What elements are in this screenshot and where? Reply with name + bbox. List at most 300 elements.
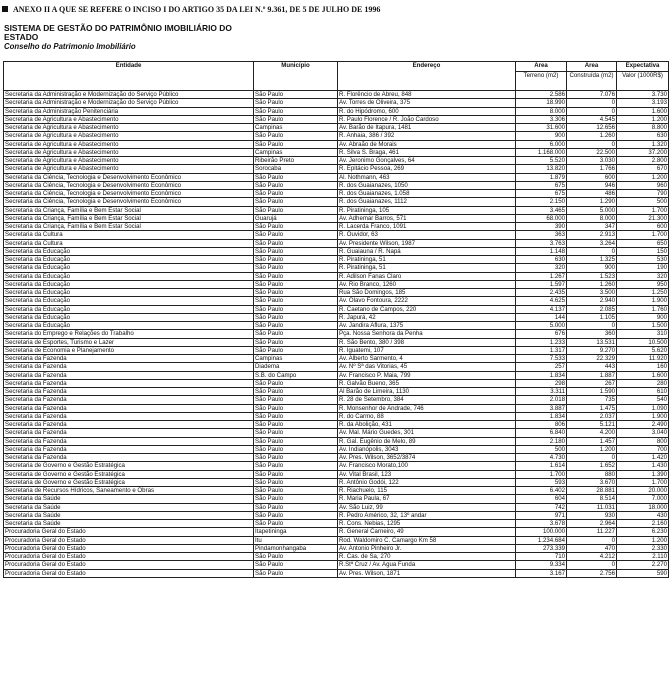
cell-area-construida: 7.076 <box>567 91 617 99</box>
table-row <box>4 346 669 354</box>
col-subheader-terreno: Terreno (m2) <box>516 72 567 91</box>
cell-endereco: Av. Olavo Fontoura, 2222 <box>338 297 516 305</box>
cell-endereco: R. Piratininga, 51 <box>338 264 516 272</box>
cell-entidade: Secretaria da Administração Penitenciária <box>4 107 254 115</box>
table-row <box>4 536 669 544</box>
cell-area-terreno: 1.700 <box>516 470 567 478</box>
table-row <box>4 140 669 148</box>
cell-endereco: Av. Torres de Oliveira, 375 <box>338 99 516 107</box>
bullet-square-icon <box>2 6 8 12</box>
cell-endereco: Av. Alberto Sarmento, 4 <box>338 355 516 363</box>
cell-area-construida: 0 <box>567 140 617 148</box>
cell-entidade: Secretaria da Fazenda <box>4 396 254 404</box>
cell-endereco: Rua São Domingos, 185 <box>338 289 516 297</box>
cell-municipio: São Paulo <box>254 256 338 264</box>
cell-endereco: Av. Presidente Wilson, 1987 <box>338 239 516 247</box>
cell-valor: 18.000 <box>617 503 669 511</box>
cell-area-construida: 1.260 <box>567 132 617 140</box>
cell-entidade: Procuradoria Geral do Estado <box>4 528 254 536</box>
cell-municipio: São Paulo <box>254 231 338 239</box>
cell-entidade: Secretaria da Educação <box>4 256 254 264</box>
cell-endereco: R. Florêncio de Abreu, 848 <box>338 91 516 99</box>
cell-endereco: R. Piratininga, 105 <box>338 206 516 214</box>
cell-endereco: Av. Francisco Morato,100 <box>338 462 516 470</box>
cell-entidade: Secretaria da Educação <box>4 305 254 313</box>
cell-valor: 20.000 <box>617 487 669 495</box>
cell-endereco: R. Gal. Eugênio de Melo, 89 <box>338 437 516 445</box>
table-row <box>4 99 669 107</box>
cell-entidade: Secretaria da Saúde <box>4 520 254 528</box>
cell-area-terreno: 7.533 <box>516 355 567 363</box>
council-subtitle: Conselho do Patrimonio Imobiliário <box>4 42 136 51</box>
table-row <box>4 437 669 445</box>
cell-valor: 700 <box>617 445 669 453</box>
cell-area-construida: 13.531 <box>567 338 617 346</box>
cell-valor: 530 <box>617 256 669 264</box>
cell-municipio: São Paulo <box>254 289 338 297</box>
cell-entidade: Secretaria de Recursos Hídricos, Saneamento e Obras <box>4 487 254 495</box>
cell-endereco: R. Epitácio Pessoa, 269 <box>338 165 516 173</box>
cell-municipio: São Paulo <box>254 388 338 396</box>
table-row <box>4 429 669 437</box>
cell-municipio: São Paulo <box>254 132 338 140</box>
cell-municipio: São Paulo <box>254 223 338 231</box>
cell-area-terreno: 9.334 <box>516 561 567 569</box>
cell-area-terreno: 298 <box>516 379 567 387</box>
cell-endereco: R. Cons. Nebias, 1295 <box>338 520 516 528</box>
cell-entidade: Secretaria da Educação <box>4 322 254 330</box>
cell-area-terreno: 3.311 <box>516 388 567 396</box>
cell-area-terreno: 6.402 <box>516 487 567 495</box>
cell-area-terreno: 3.306 <box>516 115 567 123</box>
cell-area-construida: 2.913 <box>567 231 617 239</box>
table-row <box>4 553 669 561</box>
cell-entidade: Secretaria de Governo e Gestão Estratégica <box>4 470 254 478</box>
cell-area-construida: 1.325 <box>567 256 617 264</box>
cell-area-construida: 9.270 <box>567 346 617 354</box>
cell-entidade: Secretaria da Educação <box>4 289 254 297</box>
cell-endereco: R. Adilson Fanas Claro <box>338 272 516 280</box>
cell-municipio: São Paulo <box>254 520 338 528</box>
cell-area-construida: 2.037 <box>567 412 617 420</box>
cell-endereco: R. Ouvidor, 63 <box>338 231 516 239</box>
cell-area-construida: 443 <box>567 363 617 371</box>
cell-endereco: R. Monsenhor de Andrade, 746 <box>338 404 516 412</box>
cell-valor: 610 <box>617 388 669 396</box>
cell-municipio: São Paulo <box>254 445 338 453</box>
cell-endereco: R. Riachuelo, 115 <box>338 487 516 495</box>
cell-municipio: São Paulo <box>254 487 338 495</box>
cell-endereco: Av. Mal. Mário Guedes, 301 <box>338 429 516 437</box>
cell-municipio: São Paulo <box>254 346 338 354</box>
table-row <box>4 190 669 198</box>
cell-municipio: São Paulo <box>254 569 338 577</box>
table-row <box>4 313 669 321</box>
cell-endereco: R. do Hipódromo, 600 <box>338 107 516 115</box>
cell-endereco: Av. Jeronimo Gonçalves, 64 <box>338 157 516 165</box>
cell-area-terreno: 1.148 <box>516 247 567 255</box>
cell-valor: 630 <box>617 132 669 140</box>
cell-valor: 1.320 <box>617 140 669 148</box>
table-row <box>4 223 669 231</box>
cell-area-construida: 900 <box>567 264 617 272</box>
cell-area-construida: 12.656 <box>567 124 617 132</box>
cell-entidade: Secretaria da Educação <box>4 247 254 255</box>
cell-area-construida: 8.514 <box>567 495 617 503</box>
cell-entidade: Secretaria da Fazenda <box>4 437 254 445</box>
table-row <box>4 569 669 577</box>
cell-area-construida: 1.590 <box>567 388 617 396</box>
cell-valor: 1.500 <box>617 322 669 330</box>
cell-area-terreno: 1.834 <box>516 371 567 379</box>
table-row <box>4 115 669 123</box>
cell-area-construida: 4.212 <box>567 553 617 561</box>
cell-valor: 1.760 <box>617 305 669 313</box>
cell-entidade: Secretaria de Agricultura e Abastecimento <box>4 157 254 165</box>
cell-area-terreno: 4.730 <box>516 454 567 462</box>
cell-endereco: Av. Vital Brasil, 123 <box>338 470 516 478</box>
cell-area-terreno: 675 <box>516 190 567 198</box>
table-row <box>4 214 669 222</box>
cell-valor: 3.730 <box>617 91 669 99</box>
cell-area-terreno: 363 <box>516 231 567 239</box>
cell-entidade: Secretaria da Ciência, Tecnologia e Desenvolvimento Econômico <box>4 181 254 189</box>
cell-area-construida: 735 <box>567 396 617 404</box>
cell-municipio: Ribeirão Preto <box>254 157 338 165</box>
table-row <box>4 256 669 264</box>
cell-valor: 1.390 <box>617 470 669 478</box>
cell-area-terreno: 676 <box>516 330 567 338</box>
cell-municipio: São Paulo <box>254 206 338 214</box>
table-row <box>4 338 669 346</box>
cell-area-construida: 470 <box>567 544 617 552</box>
cell-area-terreno: 1.834 <box>516 412 567 420</box>
cell-area-terreno: 593 <box>516 478 567 486</box>
table-row <box>4 520 669 528</box>
cell-municipio: São Paulo <box>254 495 338 503</box>
annex-title: ANEXO II A QUE SE REFERE O INCISO I DO ARTIGO 35 DA LEI N.º 9.361, DE 5 DE JULHO DE 1996 <box>2 5 380 14</box>
cell-municipio: Campinas <box>254 148 338 156</box>
cell-endereco: R. dos Guaianazes, 1.058 <box>338 190 516 198</box>
cell-area-terreno: 710 <box>516 553 567 561</box>
cell-endereco: Av. Rio Branco, 1260 <box>338 280 516 288</box>
cell-municipio: S.B. do Campo <box>254 371 338 379</box>
cell-valor: 2.270 <box>617 561 669 569</box>
cell-municipio: São Paulo <box>254 190 338 198</box>
cell-entidade: Secretaria de Governo e Gestão Estratégica <box>4 462 254 470</box>
cell-area-construida: 1.457 <box>567 437 617 445</box>
cell-entidade: Secretaria da Fazenda <box>4 454 254 462</box>
cell-endereco: Av. Nº Sª das Vitorias, 45 <box>338 363 516 371</box>
cell-area-construida: 267 <box>567 379 617 387</box>
table-row <box>4 330 669 338</box>
cell-area-terreno: 3.167 <box>516 569 567 577</box>
cell-endereco: R. da Abolição, 431 <box>338 421 516 429</box>
cell-area-construida: 347 <box>567 223 617 231</box>
cell-area-terreno: 2.150 <box>516 198 567 206</box>
cell-entidade: Secretaria da Fazenda <box>4 379 254 387</box>
cell-entidade: Secretaria de Governo e Gestão Estratégica <box>4 478 254 486</box>
cell-area-construida: 4.545 <box>567 115 617 123</box>
cell-municipio: São Paulo <box>254 330 338 338</box>
cell-valor: 650 <box>617 239 669 247</box>
cell-municipio: São Paulo <box>254 561 338 569</box>
cell-municipio: Campinas <box>254 355 338 363</box>
cell-valor: 430 <box>617 511 669 519</box>
cell-area-construida: 5.000 <box>567 206 617 214</box>
cell-area-construida: 360 <box>567 330 617 338</box>
cell-area-terreno: 3.678 <box>516 520 567 528</box>
cell-valor: 7.000 <box>617 495 669 503</box>
cell-area-terreno: 1.234.684 <box>516 536 567 544</box>
cell-area-terreno: 68.000 <box>516 214 567 222</box>
table-row <box>4 355 669 363</box>
cell-valor: 150 <box>617 247 669 255</box>
cell-valor: 2.490 <box>617 421 669 429</box>
cell-endereco: Av. Adhemar Barros, 571 <box>338 214 516 222</box>
cell-endereco: R. Iguatemi, 107 <box>338 346 516 354</box>
cell-entidade: Secretaria da Fazenda <box>4 412 254 420</box>
cell-valor: 1.700 <box>617 478 669 486</box>
cell-area-construida: 0 <box>567 107 617 115</box>
col-header-area-terreno: Area <box>516 62 567 72</box>
table-row <box>4 124 669 132</box>
cell-area-terreno: 2.586 <box>516 91 567 99</box>
cell-municipio: São Paulo <box>254 272 338 280</box>
table-row <box>4 148 669 156</box>
cell-area-terreno: 742 <box>516 503 567 511</box>
table-body <box>4 91 669 578</box>
cell-valor: 1.600 <box>617 107 669 115</box>
cell-valor: 6.230 <box>617 528 669 536</box>
cell-endereco: R. Lacerda Franco, 1091 <box>338 223 516 231</box>
cell-endereco: R. dos Guaianazes, 1050 <box>338 181 516 189</box>
cell-area-terreno: 390 <box>516 223 567 231</box>
system-title-line1: SISTEMA DE GESTÃO DO PATRIMÔNIO IMOBILIÁRIO DO <box>4 23 232 33</box>
cell-valor: 1.090 <box>617 404 669 412</box>
cell-endereco: Av. Antonio Pinheiro Jr. <box>338 544 516 552</box>
table-row <box>4 371 669 379</box>
table-header-row <box>4 62 669 72</box>
cell-municipio: São Paulo <box>254 412 338 420</box>
cell-endereco: R. General Carneiro, 49 <box>338 528 516 536</box>
cell-area-construida: 486 <box>567 190 617 198</box>
cell-area-construida: 1.766 <box>567 165 617 173</box>
cell-area-construida: 880 <box>567 470 617 478</box>
cell-entidade: Secretaria da Saúde <box>4 511 254 519</box>
cell-municipio: São Paulo <box>254 181 338 189</box>
cell-area-terreno: 5.000 <box>516 322 567 330</box>
cell-area-terreno: 257 <box>516 363 567 371</box>
table-row <box>4 132 669 140</box>
table-row <box>4 305 669 313</box>
table-row <box>4 396 669 404</box>
cell-valor: 540 <box>617 396 669 404</box>
cell-entidade: Secretaria da Fazenda <box>4 363 254 371</box>
table-row <box>4 404 669 412</box>
cell-area-construida: 22.329 <box>567 355 617 363</box>
table-row <box>4 454 669 462</box>
cell-valor: 1.200 <box>617 115 669 123</box>
cell-valor: 950 <box>617 280 669 288</box>
table-row <box>4 107 669 115</box>
table-row <box>4 495 669 503</box>
cell-area-construida: 0 <box>567 536 617 544</box>
cell-municipio: São Paulo <box>254 198 338 206</box>
cell-endereco: Av. Barão de Itapura, 1481 <box>338 124 516 132</box>
cell-municipio: São Paulo <box>254 338 338 346</box>
table-row <box>4 511 669 519</box>
cell-area-construida: 28.881 <box>567 487 617 495</box>
cell-endereco: R. dos Guaianazes, 1112 <box>338 198 516 206</box>
cell-area-construida: 0 <box>567 561 617 569</box>
cell-municipio: São Paulo <box>254 305 338 313</box>
cell-municipio: São Paulo <box>254 470 338 478</box>
cell-entidade: Secretaria da Educação <box>4 313 254 321</box>
cell-area-terreno: 604 <box>516 495 567 503</box>
cell-entidade: Secretaria da Educação <box>4 297 254 305</box>
table-row <box>4 487 669 495</box>
cell-valor: 21.300 <box>617 214 669 222</box>
cell-area-construida: 946 <box>567 181 617 189</box>
cell-entidade: Secretaria de Esportes, Turismo e Lazer <box>4 338 254 346</box>
table-row <box>4 528 669 536</box>
cell-area-construida: 3.670 <box>567 478 617 486</box>
cell-entidade: Secretaria da Cultura <box>4 231 254 239</box>
cell-valor: 2.110 <box>617 553 669 561</box>
table-row <box>4 280 669 288</box>
cell-municipio: São Paulo <box>254 115 338 123</box>
cell-municipio: São Paulo <box>254 239 338 247</box>
table-row <box>4 181 669 189</box>
cell-valor: 670 <box>617 165 669 173</box>
cell-municipio: São Paulo <box>254 264 338 272</box>
cell-endereco: R. Antônio Godói, 122 <box>338 478 516 486</box>
cell-municipio: São Paulo <box>254 404 338 412</box>
cell-municipio: São Paulo <box>254 478 338 486</box>
cell-area-construida: 1.523 <box>567 272 617 280</box>
cell-endereco: Av. Pres. Wilson, 3652/3874 <box>338 454 516 462</box>
cell-area-construida: 3.264 <box>567 239 617 247</box>
cell-endereco: R. Anhaia, 386 / 392 <box>338 132 516 140</box>
cell-area-terreno: 4.137 <box>516 305 567 313</box>
cell-area-construida: 4.200 <box>567 429 617 437</box>
table-row <box>4 462 669 470</box>
cell-area-construida: 0 <box>567 99 617 107</box>
cell-area-construida: 1.475 <box>567 404 617 412</box>
cell-valor: 590 <box>617 569 669 577</box>
cell-valor: 190 <box>617 264 669 272</box>
cell-area-terreno: 3.887 <box>516 404 567 412</box>
table-row <box>4 561 669 569</box>
cell-area-terreno: 6.840 <box>516 429 567 437</box>
col-header-municipio: Município <box>254 62 338 91</box>
cell-municipio: São Paulo <box>254 99 338 107</box>
cell-endereco: Av. Indianópolis, 3043 <box>338 445 516 453</box>
cell-valor: 790 <box>617 190 669 198</box>
cell-municipio: São Paulo <box>254 396 338 404</box>
cell-municipio: Itapetininga <box>254 528 338 536</box>
table-row <box>4 470 669 478</box>
cell-area-construida: 1.652 <box>567 462 617 470</box>
cell-valor: 310 <box>617 330 669 338</box>
cell-endereco: R. do Carmo, 88 <box>338 412 516 420</box>
cell-endereco: R. Galvão Bueno, 365 <box>338 379 516 387</box>
cell-endereco: Al Barão de Limeira, 1130 <box>338 388 516 396</box>
cell-area-terreno: 13.820 <box>516 165 567 173</box>
cell-area-construida: 3.030 <box>567 157 617 165</box>
table-row <box>4 388 669 396</box>
cell-entidade: Secretaria da Fazenda <box>4 388 254 396</box>
cell-entidade: Secretaria da Educação <box>4 272 254 280</box>
cell-area-construida: 11.031 <box>567 503 617 511</box>
cell-area-construida: 0 <box>567 454 617 462</box>
cell-endereco: R. Maria Paula, 67 <box>338 495 516 503</box>
cell-endereco: R. Paulo Florence / R. João Cardoso <box>338 115 516 123</box>
cell-area-construida: 2.964 <box>567 520 617 528</box>
cell-municipio: São Paulo <box>254 437 338 445</box>
cell-entidade: Secretaria da Ciência, Tecnologia e Desenvolvimento Econômico <box>4 190 254 198</box>
cell-endereco: R. Caetano de Campos, 220 <box>338 305 516 313</box>
cell-municipio: São Paulo <box>254 247 338 255</box>
cell-entidade: Secretaria da Educação <box>4 280 254 288</box>
cell-area-terreno: 1.597 <box>516 280 567 288</box>
cell-area-terreno: 2.180 <box>516 437 567 445</box>
table-row <box>4 445 669 453</box>
cell-entidade: Secretaria da Ciência, Tecnologia e Desenvolvimento Econômico <box>4 198 254 206</box>
cell-municipio: São Paulo <box>254 91 338 99</box>
cell-entidade: Secretaria da Administração e Modernização do Serviço Público <box>4 99 254 107</box>
cell-area-terreno: 31.600 <box>516 124 567 132</box>
cell-municipio: São Paulo <box>254 503 338 511</box>
table-row <box>4 231 669 239</box>
cell-entidade: Secretaria da Saúde <box>4 495 254 503</box>
cell-valor: 160 <box>617 363 669 371</box>
cell-area-terreno: 900 <box>516 132 567 140</box>
cell-municipio: São Paulo <box>254 322 338 330</box>
cell-area-terreno: 1.879 <box>516 173 567 181</box>
cell-municipio: Campinas <box>254 124 338 132</box>
cell-entidade: Secretaria da Fazenda <box>4 355 254 363</box>
table-row <box>4 272 669 280</box>
table-row <box>4 322 669 330</box>
table-row <box>4 247 669 255</box>
table-row <box>4 297 669 305</box>
cell-endereco: R. São Bento, 380 / 398 <box>338 338 516 346</box>
cell-area-terreno: 3.763 <box>516 239 567 247</box>
cell-entidade: Secretaria da Ciência, Tecnologia e Desenvolvimento Econômico <box>4 173 254 181</box>
cell-entidade: Secretaria da Criança, Família e Bem Estar Social <box>4 223 254 231</box>
cell-valor: 37.200 <box>617 148 669 156</box>
cell-endereco: Rod. Waldomiro C. Camargo Km 58 <box>338 536 516 544</box>
cell-area-terreno: 4.625 <box>516 297 567 305</box>
cell-valor: 1.200 <box>617 173 669 181</box>
cell-entidade: Secretaria de Agricultura e Abastecimento <box>4 115 254 123</box>
cell-area-terreno: 320 <box>516 264 567 272</box>
cell-valor: 1.420 <box>617 454 669 462</box>
cell-valor: 900 <box>617 313 669 321</box>
col-header-area-construida: Area <box>567 62 617 72</box>
cell-area-terreno: 1.614 <box>516 462 567 470</box>
cell-area-construida: 1.105 <box>567 313 617 321</box>
cell-entidade: Secretaria da Fazenda <box>4 404 254 412</box>
system-title-line2: ESTADO <box>4 32 39 42</box>
col-subheader-construida: Construída (m2) <box>567 72 617 91</box>
cell-municipio: São Paulo <box>254 379 338 387</box>
cell-municipio: São Paulo <box>254 173 338 181</box>
cell-valor: 1.430 <box>617 462 669 470</box>
cell-valor: 3.193 <box>617 99 669 107</box>
